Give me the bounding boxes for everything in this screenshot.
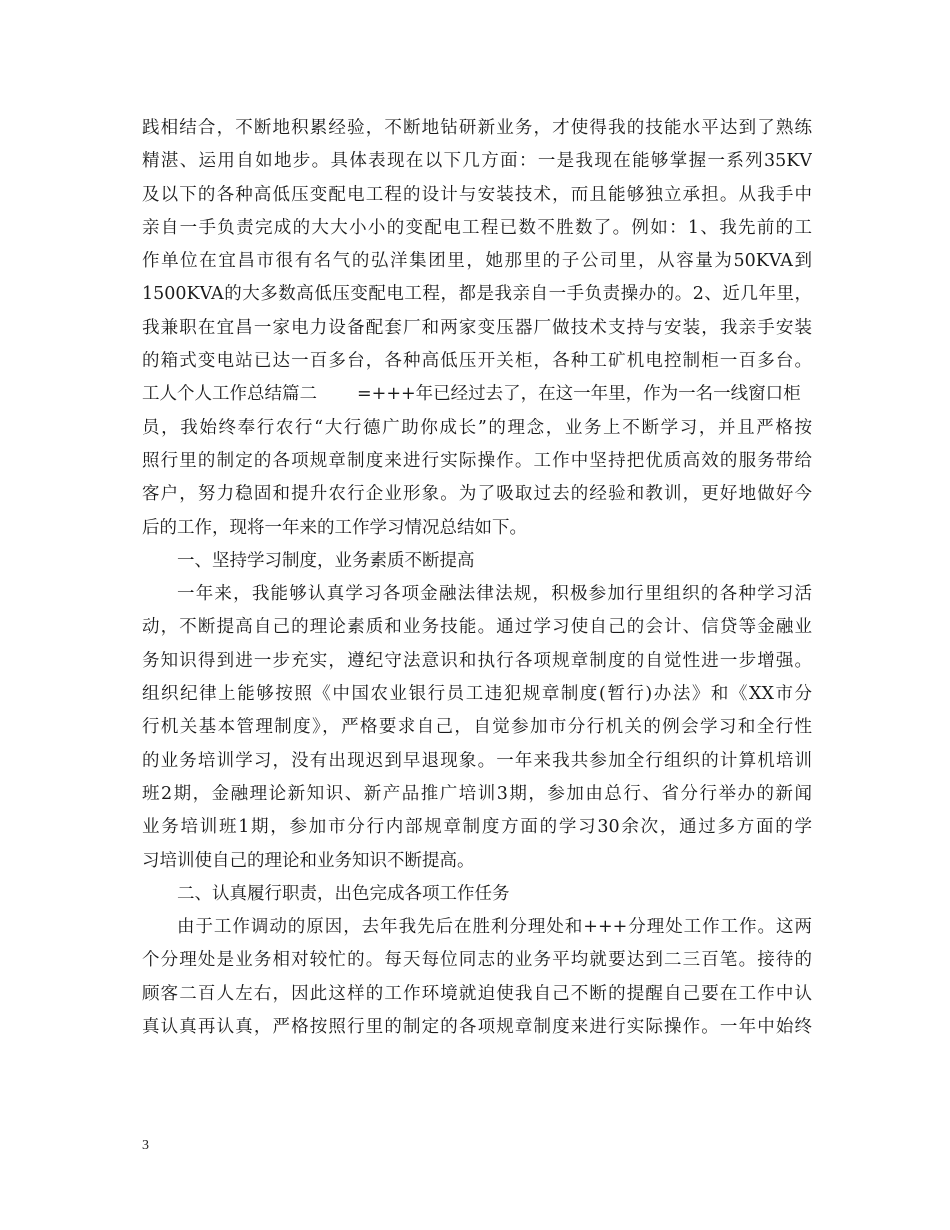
text-line: 精湛、运用自如地步。具体表现在以下几方面：一是我现在能够掌握一系列35KV (142, 151, 812, 172)
text-line: 照行里的制定的各项规章制度来进行实际操作。工作中坚持把优质高效的服务带给 (142, 450, 812, 471)
text-line: 的箱式变电站已达一百多台，各种高低压开关柜，各种工矿机电控制柜一百多台。 (142, 351, 812, 372)
text-line: 践相结合，不断地积累经验，不断地钻研新业务，才使得我的技能水平达到了熟练 (142, 118, 812, 138)
document-body (142, 112, 812, 1044)
text-line: 后的工作，现将一年来的工作学习情况总结如下。 (142, 517, 527, 538)
text-line: 习培训使自己的理论和业务知识不断提高。 (142, 850, 475, 871)
text-line: 1500KVA的大多数高低压变配电工程，都是我亲自一手负责操办的。2、近几年里， (142, 284, 812, 305)
text-line: 员，我始终奉行农行“大行德广助你成长”的理念，业务上不断学习，并且严格按 (142, 417, 812, 438)
text-line: 个分理处是业务相对较忙的。每天每位同志的业务平均就要达到二三百笔。接待的 (142, 950, 812, 971)
text-line: 我兼职在宜昌一家电力设备配套厂和两家变压器厂做技术支持与安装，我亲手安装 (142, 317, 812, 338)
text-line: 的业务培训学习，没有出现迟到早退现象。一年来我共参加全行组织的计算机培训 (142, 750, 812, 771)
text-line: 二、认真履行职责，出色完成各项工作任务 (177, 883, 510, 904)
text-line: 由于工作调动的原因，去年我先后在胜利分理处和+++分理处工作工作。这两 (177, 917, 812, 938)
text-line: 一、坚持学习制度，业务素质不断提高 (177, 550, 475, 571)
text-line: 行机关基本管理制度》，严格要求自己，自觉参加市分行机关的例会学习和全行性 (142, 717, 812, 738)
text-line (142, 378, 812, 411)
text-line: 组织纪律上能够按照《中国农业银行员工违犯规章制度(暂行)办法》和《XX市分 (142, 684, 812, 705)
text-line: 客户，努力稳固和提升农行企业形象。为了吸取过去的经验和教训，更好地做好今 (142, 484, 812, 505)
text-line: 作单位在宜昌市很有名气的弘洋集团里，她那里的子公司里，从容量为50KVA到 (142, 251, 812, 272)
text-line: 班2期，金融理论新知识、新产品推广培训3期，参加由总行、省分行举办的新闻 (142, 783, 812, 804)
section-heading: 工人个人工作总结篇二 (142, 384, 317, 405)
text-line: 亲自一手负责完成的大大小小的变配电工程已数不胜数了。例如：1、我先前的工 (142, 217, 812, 238)
text-line: 业务培训班1期，参加市分行内部规章制度方面的学习30余次，通过多方面的学 (142, 817, 812, 838)
text-line: 一年来，我能够认真学习各项金融法律法规，积极参加行里组织的各种学习活 (177, 584, 812, 605)
text-segment: =+++年已经过去了，在这一年里，作为一名一线窗口柜 (357, 384, 801, 405)
text-line: 及以下的各种高低压变配电工程的设计与安装技术，而且能够独立承担。从我手中 (142, 184, 812, 205)
text-line: 动，不断提高自己的理论素质和业务技能。通过学习使自己的会计、信贷等金融业 (142, 617, 812, 638)
text-line: 顾客二百人左右，因此这样的工作环境就迫使我自己不断的提醒自己要在工作中认 (142, 983, 812, 1004)
text-line: 务知识得到进一步充实，遵纪守法意识和执行各项规章制度的自觉性进一步增强。 (142, 650, 812, 671)
page-number: 3 (142, 1138, 149, 1153)
text-line: 真认真再认真，严格按照行里的制定的各项规章制度来进行实际操作。一年中始终 (142, 1017, 812, 1038)
